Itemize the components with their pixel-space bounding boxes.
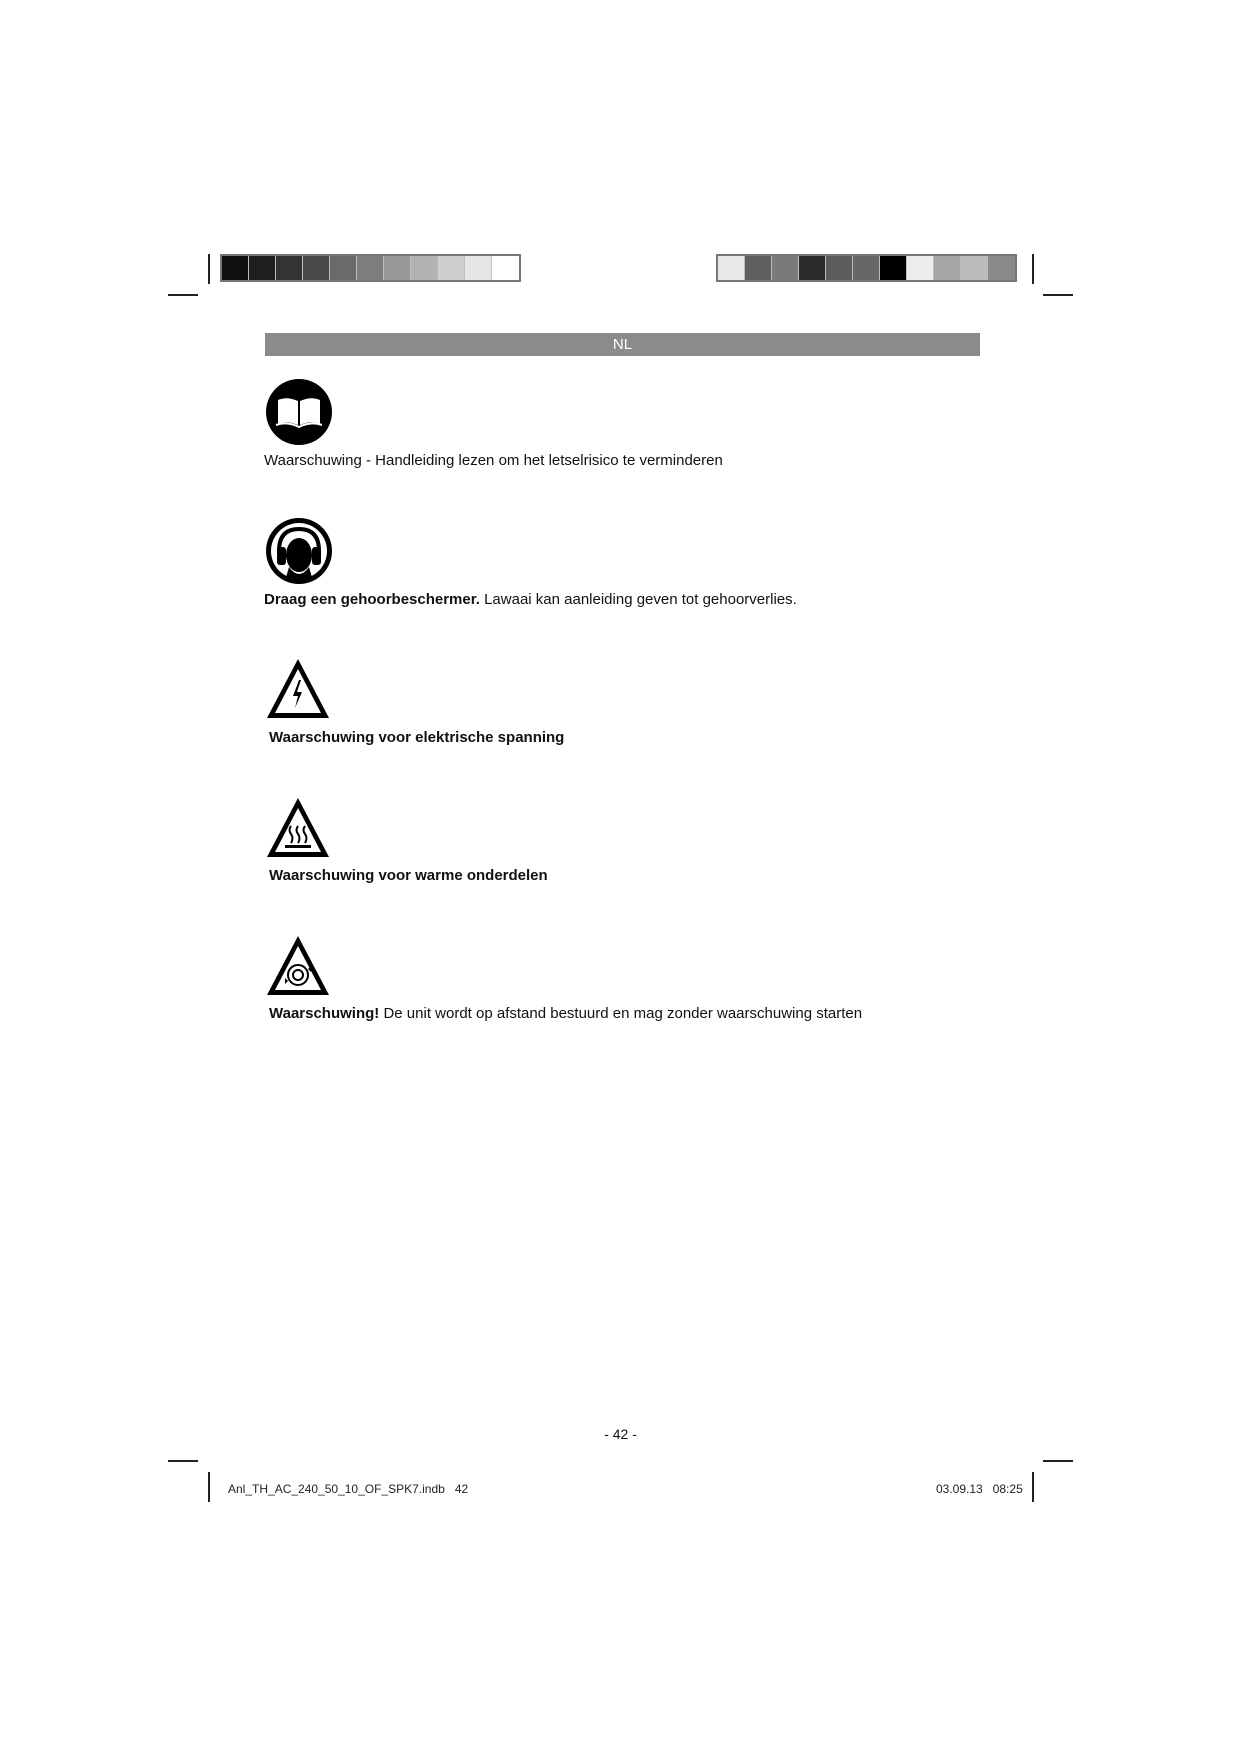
- color-swatch: [961, 256, 988, 280]
- language-header-bar: [265, 333, 980, 356]
- color-swatch: [853, 256, 880, 280]
- color-swatch: [826, 256, 853, 280]
- crop-mark: [1032, 254, 1034, 284]
- crop-mark: [168, 1460, 198, 1462]
- color-swatch: [357, 256, 384, 280]
- color-calibration-bar-left: [220, 254, 521, 282]
- crop-mark: [168, 294, 198, 296]
- color-swatch: [799, 256, 826, 280]
- crop-mark: [1043, 1460, 1073, 1462]
- page-number: - 42 -: [604, 1426, 637, 1442]
- color-swatch: [934, 256, 961, 280]
- warning-caption: Waarschuwing voor warme onderdelen: [269, 867, 548, 884]
- color-swatch: [492, 256, 519, 280]
- color-calibration-bar-right: [716, 254, 1017, 282]
- color-swatch: [249, 256, 276, 280]
- color-swatch: [465, 256, 492, 280]
- footer-filename: Anl_TH_AC_240_50_10_OF_SPK7.indb 42: [228, 1482, 469, 1496]
- color-swatch: [438, 256, 465, 280]
- automatic-start-warning-icon: [264, 931, 332, 999]
- color-swatch: [411, 256, 438, 280]
- color-swatch: [988, 256, 1015, 280]
- crop-mark: [1043, 294, 1073, 296]
- color-swatch: [303, 256, 330, 280]
- color-swatch: [330, 256, 357, 280]
- footer-datetime: 03.09.13 08:25: [936, 1482, 1023, 1496]
- warning-caption: Waarschuwing voor elektrische spanning: [269, 729, 565, 746]
- color-swatch: [276, 256, 303, 280]
- color-swatch: [880, 256, 907, 280]
- color-swatch: [745, 256, 772, 280]
- electrical-voltage-warning-icon: [264, 654, 332, 722]
- color-swatch: [772, 256, 799, 280]
- crop-mark: [208, 254, 210, 284]
- language-code: NL: [612, 336, 633, 353]
- color-swatch: [907, 256, 934, 280]
- warning-caption: Waarschuwing - Handleiding lezen om het letselrisico te verminderen: [264, 452, 723, 469]
- warning-caption: Waarschuwing! De unit wordt op afstand bestuurd en mag zonder waarschuwing starten: [269, 1005, 863, 1022]
- warning-caption: Draag een gehoorbeschermer. Lawaai kan aanleiding geven tot gehoorverlies.: [264, 591, 797, 608]
- hearing-protection-icon: [265, 517, 333, 585]
- hot-surface-warning-icon: [264, 793, 332, 861]
- color-swatch: [384, 256, 411, 280]
- read-manual-icon: [265, 378, 333, 446]
- color-swatch: [718, 256, 745, 280]
- crop-mark: [208, 1472, 210, 1502]
- color-swatch: [222, 256, 249, 280]
- crop-mark: [1032, 1472, 1034, 1502]
